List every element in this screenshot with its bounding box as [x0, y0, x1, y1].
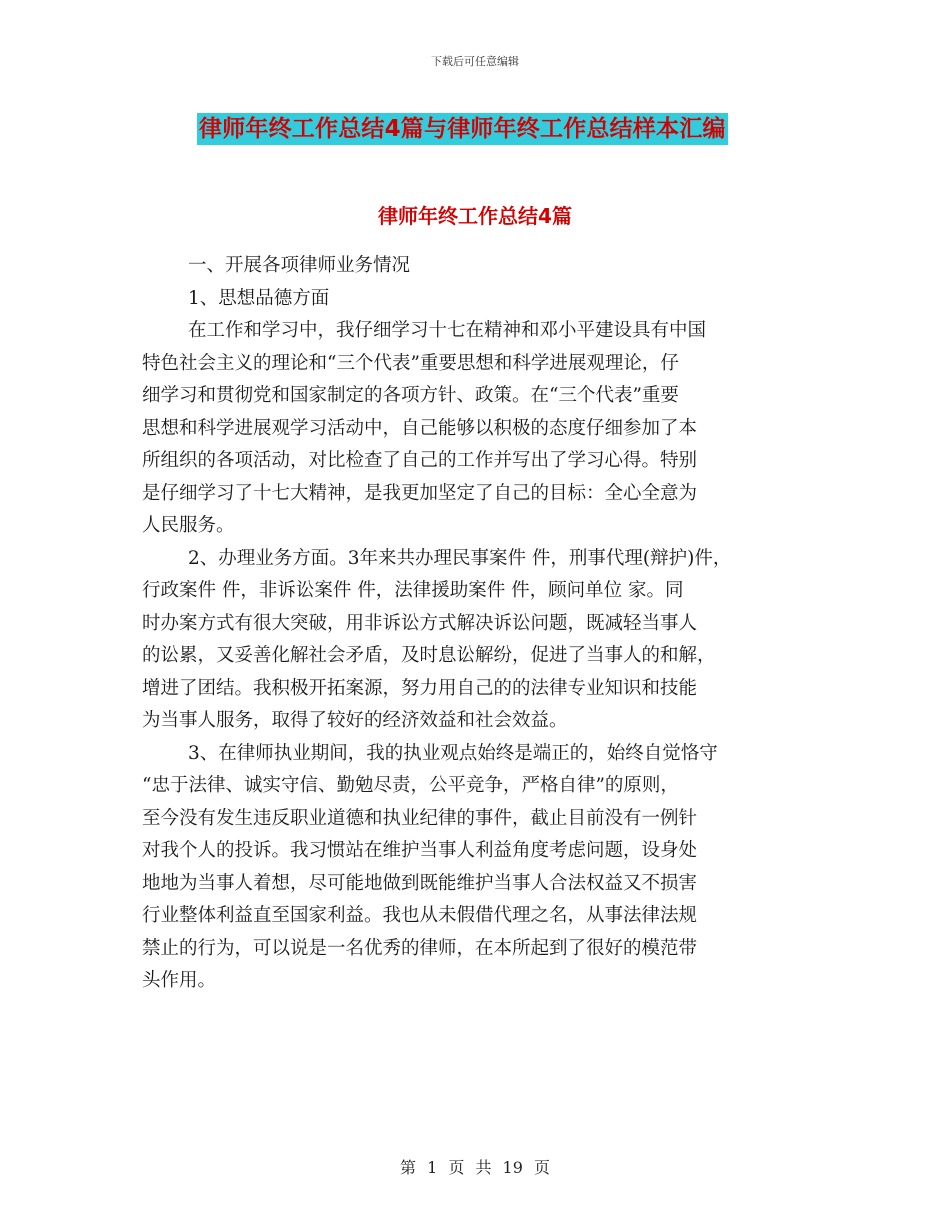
- paragraph-line: 增进了团结。我积极开拓案源，努力用自己的的法律专业知识和技能: [142, 677, 698, 699]
- paragraph-line: 禁止的行为，可以说是一名优秀的律师，在本所起到了很好的模范带: [142, 937, 698, 959]
- paragraph-line: 思想和科学进展观学习活动中，自己能够以积极的态度仔细参加了本: [142, 417, 698, 439]
- subheading-line: 1、思想品德方面: [188, 287, 330, 309]
- section-title: 律师年终工作总结4篇: [378, 204, 572, 228]
- paragraph-line: 时办案方式有很大突破，用非诉讼方式解决诉讼问题，既减轻当事人: [142, 612, 698, 634]
- paragraph-line: 人民服务。: [142, 515, 235, 536]
- paragraph-line: 头作用。: [142, 970, 217, 991]
- paragraph-line: 特色社会主义的理论和“三个代表”重要思想和科学进展观理论，仔: [142, 352, 679, 374]
- paragraph-line: “忠于法律、诚实守信、勤勉尽责，公平竞争，严格自律”的原则，: [142, 775, 679, 796]
- paragraph-line: 行业整体利益直至国家利益。我也从未假借代理之名，从事法律法规: [142, 905, 698, 926]
- paragraph-line: 对我个人的投诉。我习惯站在维护当事人利益角度考虑问题，设身处: [142, 840, 698, 861]
- paragraph-line: 行政案件 件，非诉讼案件 件，法律援助案件 件，顾问单位 家。同: [142, 580, 684, 601]
- page-number-footer: 第 1 页 共 19 页: [400, 1158, 550, 1177]
- paragraph-line: 是仔细学习了十七大精神，是我更加坚定了自己的目标：全心全意为: [142, 482, 698, 504]
- paragraph-line: 地地为当事人着想，尽可能地做到既能维护当事人合法权益又不损害: [142, 872, 698, 894]
- paragraph-line: 2、办理业务方面。3年来共办理民事案件 件，刑事代理(辩护)件，: [188, 547, 732, 569]
- paragraph-line: 为当事人服务，取得了较好的经济效益和社会效益。: [142, 710, 568, 731]
- paragraph-line: 至今没有发生违反职业道德和执业纪律的事件，截止目前没有一例针: [142, 807, 698, 829]
- document-title: 律师年终工作总结4篇与律师年终工作总结样本汇编: [197, 113, 728, 145]
- heading-line: 一、开展各项律师业务情况: [188, 255, 411, 276]
- header-note: 下载后可任意编辑: [431, 55, 519, 68]
- paragraph-line: 3、在律师执业期间，我的执业观点始终是端正的，始终自觉恪守: [188, 742, 718, 764]
- paragraph-line: 细学习和贯彻党和国家制定的各项方针、政策。在“三个代表”重要: [142, 385, 679, 406]
- paragraph-line: 所组织的各项活动，对比检查了自己的工作并写出了学习心得。特别: [142, 450, 698, 471]
- paragraph-line: 在工作和学习中，我仔细学习十七在精神和邓小平建设具有中国: [188, 320, 707, 341]
- body-text: [142, 250, 842, 998]
- paragraph-line: 的讼累，又妥善化解社会矛盾，及时息讼解纷，促进了当事人的和解，: [142, 645, 716, 666]
